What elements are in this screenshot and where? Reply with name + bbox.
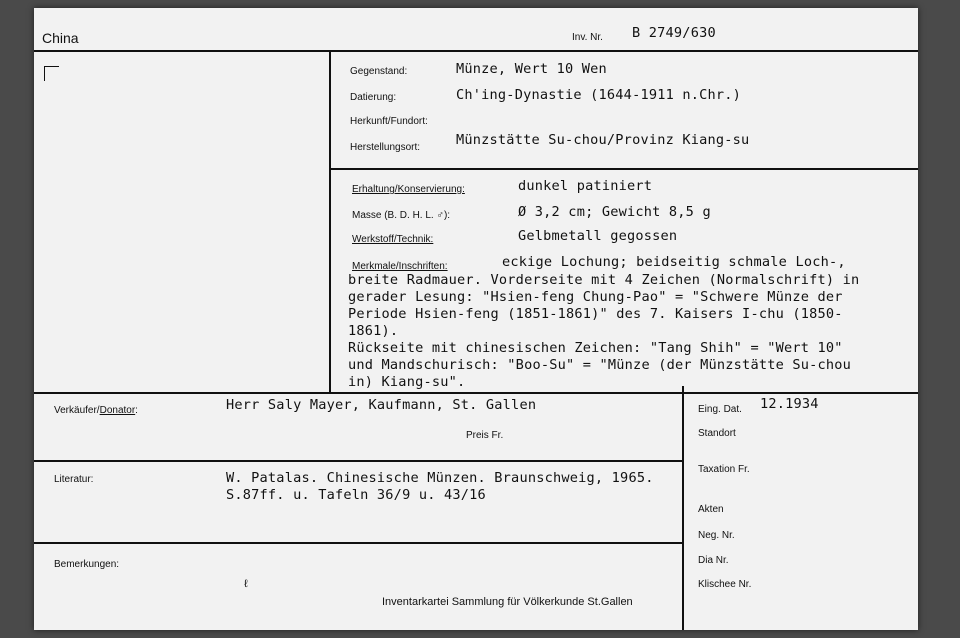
- verkaeufer-value: Herr Saly Mayer, Kaufmann, St. Gallen: [226, 397, 537, 413]
- herstellungsort-label: Herstellungsort:: [350, 142, 421, 153]
- eing-dat-label: Eing. Dat.: [698, 404, 742, 415]
- eing-dat-value: 12.1934: [760, 396, 819, 412]
- pencil-mark: ℓ: [244, 578, 248, 590]
- inventory-card: [34, 8, 918, 630]
- werkstoff-label: Werkstoff/Technik:: [352, 234, 434, 245]
- country-label: China: [42, 30, 79, 46]
- neg-nr-label: Neg. Nr.: [698, 530, 735, 541]
- corner-mark: [44, 66, 59, 81]
- datierung-value: Ch'ing-Dynastie (1644-1911 n.Chr.): [456, 87, 742, 103]
- standort-label: Standort: [698, 428, 736, 439]
- preis-label: Preis Fr.: [466, 430, 504, 441]
- datierung-label: Datierung:: [350, 92, 397, 103]
- section-divider-3: [34, 460, 682, 462]
- akten-label: Akten: [698, 504, 724, 515]
- verkaeufer-label-part: Verkäufer/: [54, 405, 100, 416]
- header-divider: [34, 50, 918, 52]
- gegenstand-label: Gegenstand:: [350, 66, 408, 77]
- donator-label-part: Donator: [99, 405, 136, 416]
- section-divider-2: [34, 392, 918, 394]
- gegenstand-value: Münze, Wert 10 Wen: [456, 61, 607, 77]
- taxation-label: Taxation Fr.: [698, 464, 750, 475]
- section-divider-4: [34, 542, 682, 544]
- left-column-divider: [329, 50, 331, 392]
- right-column-divider: [682, 386, 684, 630]
- inv-nr-label: Inv. Nr.: [572, 32, 603, 43]
- literatur-label: Literatur:: [54, 474, 94, 485]
- dia-nr-label: Dia Nr.: [698, 555, 729, 566]
- merkmale-first-line: eckige Lochung; beidseitig schmale Loch-,: [502, 254, 846, 270]
- herkunft-label: Herkunft/Fundort:: [350, 116, 428, 127]
- werkstoff-value: Gelbmetall gegossen: [518, 228, 678, 244]
- inv-nr-value: B 2749/630: [632, 25, 716, 41]
- merkmale-label: Merkmale/Inschriften:: [352, 261, 448, 272]
- herstellungsort-value: Münzstätte Su-chou/Provinz Kiang-su: [456, 132, 750, 148]
- klischee-nr-label: Klischee Nr.: [698, 579, 752, 590]
- erhaltung-value: dunkel patiniert: [518, 178, 653, 194]
- literatur-value: W. Patalas. Chinesische Münzen. Braunschweig, 1965. S.87ff. u. Tafeln 36/9 u. 43/16: [226, 470, 654, 503]
- footer-institution: Inventarkartei Sammlung für Völkerkunde St.Gallen: [382, 596, 633, 608]
- masse-value: Ø 3,2 cm; Gewicht 8,5 g: [518, 204, 711, 220]
- bemerkungen-label: Bemerkungen:: [54, 559, 120, 570]
- section-divider-1: [329, 168, 918, 170]
- verkaeufer-label-colon: :: [135, 405, 138, 416]
- verkaeufer-label: [54, 405, 138, 416]
- masse-label: Masse (B. D. H. L. ♂):: [352, 210, 451, 221]
- erhaltung-label: Erhaltung/Konservierung:: [352, 184, 465, 195]
- merkmale-text: breite Radmauer. Vorderseite mit 4 Zeichen (Normalschrift) in gerader Lesung: "Hsien-feng Chung-Pao" = "Schwere Münze der Periode Hsien-feng (1851-1861)" des 7. Kaisers I-chu (1850- 1861). Rückseite mit chinesischen Zeichen: "Tang Shih" = "Wert 10" und Mandschurisch: "Boo-Su" = "Münze (der Münzstätte Su-chou in) Kiang-su".: [348, 272, 860, 390]
